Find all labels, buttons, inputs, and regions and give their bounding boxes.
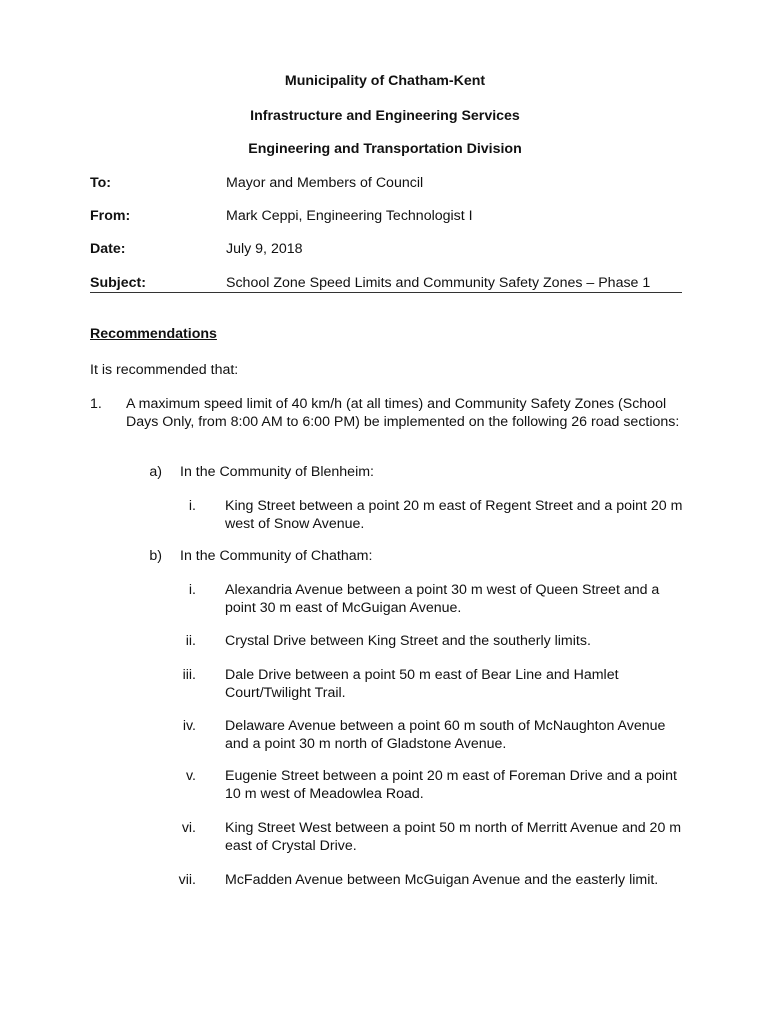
road-number: vii.	[178, 872, 196, 888]
road-text: Delaware Avenue between a point 60 m south of McNaughton Avenue and a point 30 m north of Gladstone Avenue.	[225, 718, 666, 752]
recommendations-heading: Recommendations	[90, 326, 217, 342]
road-number: vi.	[181, 820, 196, 836]
recommendations-intro: It is recommended that:	[90, 362, 239, 378]
municipality-title: Municipality of Chatham-Kent	[284, 73, 486, 89]
road-number: iii.	[182, 667, 196, 683]
road-text: Crystal Drive between King Street and the southerly limits.	[225, 633, 591, 649]
road-text: Alexandria Avenue between a point 30 m west of Queen Street and a point 30 m east of McGuigan Avenue.	[225, 582, 660, 616]
road-number: ii.	[185, 633, 196, 649]
from-value: Mark Ceppi, Engineering Technologist I	[226, 208, 473, 224]
subject-value: School Zone Speed Limits and Community Safety Zones – Phase 1	[226, 275, 651, 291]
recommendation-number: 1.	[90, 396, 102, 412]
community-label: In the Community of Blenheim:	[180, 464, 374, 480]
from-label: From:	[90, 208, 131, 224]
road-text: King Street between a point 20 m east of Regent Street and a point 20 m west of Snow Avenue.	[225, 498, 683, 532]
community-label: In the Community of Chatham:	[180, 548, 373, 564]
to-label: To:	[90, 175, 112, 191]
road-number: i.	[188, 582, 196, 598]
subject-divider	[90, 292, 682, 293]
community-letter: b)	[149, 548, 162, 564]
division-title: Engineering and Transportation Division	[248, 141, 522, 157]
road-number: v.	[186, 768, 196, 784]
road-text: King Street West between a point 50 m north of Merritt Avenue and 20 m east of Crystal Drive.	[225, 820, 682, 854]
community-letter: a)	[149, 464, 162, 480]
road-text: Dale Drive between a point 50 m east of Bear Line and Hamlet Court/Twilight Trail.	[225, 667, 619, 701]
date-label: Date:	[90, 241, 126, 257]
date-value: July 9, 2018	[226, 241, 303, 257]
department-title: Infrastructure and Engineering Services	[250, 108, 520, 124]
road-number: iv.	[182, 718, 196, 734]
road-number: i.	[188, 498, 196, 514]
recommendation-text: A maximum speed limit of 40 km/h (at all times) and Community Safety Zones (School Days Only, from 8:00 AM to 6:00 PM) be implemented on the following 26 road sections:	[126, 396, 680, 430]
to-value: Mayor and Members of Council	[226, 175, 424, 191]
road-text: McFadden Avenue between McGuigan Avenue and the easterly limit.	[225, 872, 659, 888]
road-text: Eugenie Street between a point 20 m east of Foreman Drive and a point 10 m west of Meadowlea Road.	[225, 768, 677, 802]
subject-label: Subject:	[90, 275, 146, 291]
